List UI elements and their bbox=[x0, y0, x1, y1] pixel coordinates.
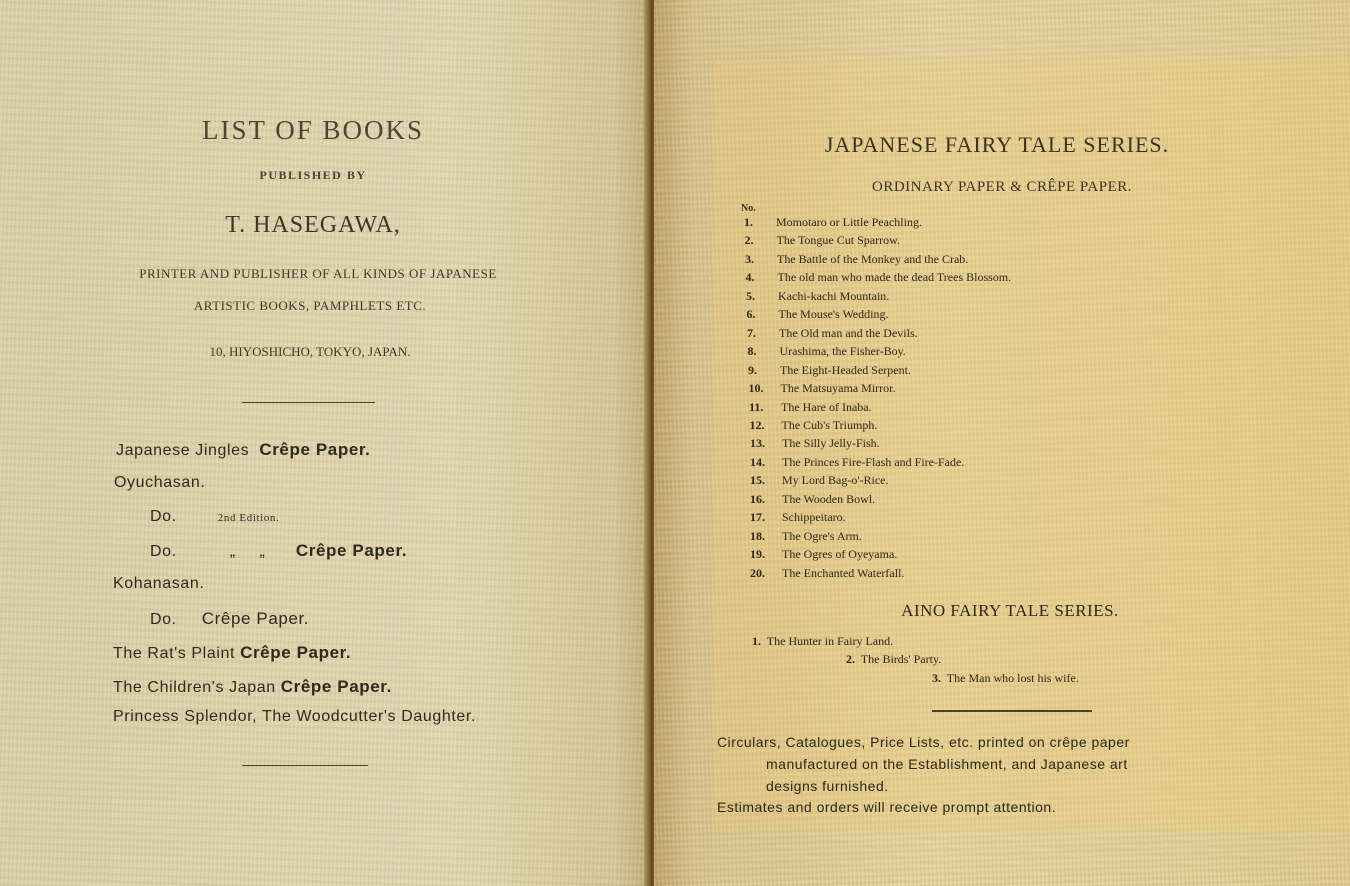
list-number: 15. bbox=[750, 473, 765, 488]
fairy-tale-list-item bbox=[750, 566, 904, 581]
list-number: 11. bbox=[749, 399, 764, 414]
list-title: The Silly Jelly-Fish. bbox=[782, 436, 880, 451]
fairy-tale-list-item bbox=[750, 455, 964, 470]
list-number: 9. bbox=[748, 362, 757, 377]
footer-line: manufactured on the Establishment, and Japanese art bbox=[766, 756, 1128, 772]
aino-list-item: 2. The Birds' Party. bbox=[846, 652, 942, 666]
list-title: The Cub's Triumph. bbox=[781, 417, 878, 432]
fairy-tale-list-item bbox=[750, 473, 888, 488]
publisher-address: 10, HIYOSHICHO, TOKYO, JAPAN. bbox=[209, 344, 411, 359]
fairy-tale-list-item bbox=[747, 307, 889, 322]
list-title: The Matsuyama Mirror. bbox=[780, 381, 896, 396]
footer-line: designs furnished. bbox=[766, 778, 889, 794]
fairy-tale-list-item bbox=[750, 529, 862, 544]
right-page bbox=[654, 0, 1350, 886]
fairy-tale-list-item bbox=[750, 436, 880, 451]
list-number: 8. bbox=[747, 344, 757, 359]
list-title: The Princes Fire-Flash and Fire-Fade. bbox=[782, 454, 965, 469]
book-entry: Do. 2nd Edition. bbox=[150, 508, 280, 525]
divider-rule bbox=[932, 710, 1092, 712]
fairy-tale-list-item bbox=[746, 270, 1012, 285]
aino-list-item: 3. The Man who lost his wife. bbox=[932, 671, 1079, 685]
left-page bbox=[0, 0, 648, 886]
list-number: 12. bbox=[749, 417, 765, 432]
footer-line: Circulars, Catalogues, Price Lists, etc. printed on crêpe paper bbox=[717, 734, 1130, 750]
list-number: 19. bbox=[750, 547, 765, 562]
list-number: 20. bbox=[750, 565, 765, 580]
book-entry: Princess Splendor, The Woodcutter's Daughter. bbox=[113, 708, 476, 725]
fairy-tale-list-item bbox=[745, 252, 968, 267]
list-number: 2. bbox=[744, 233, 754, 248]
fairy-tale-list-item bbox=[745, 233, 900, 248]
list-title: The old man who made the dead Trees Blossom. bbox=[777, 270, 1012, 285]
aino-list-item: 1. The Hunter in Fairy Land. bbox=[752, 634, 894, 648]
footer-line: Estimates and orders will receive prompt attention. bbox=[717, 799, 1057, 815]
fairy-tale-list-item bbox=[749, 400, 872, 415]
list-number: 4. bbox=[745, 270, 755, 285]
list-of-books-title: LIST OF BOOKS bbox=[201, 115, 425, 145]
list-number: 7. bbox=[747, 325, 756, 340]
list-number: 18. bbox=[750, 528, 765, 543]
fairy-tale-list-item bbox=[750, 492, 875, 507]
list-title: The Battle of the Monkey and the Crab. bbox=[777, 251, 969, 266]
fairy-tale-list-item bbox=[750, 510, 846, 525]
list-number: 13. bbox=[750, 436, 765, 451]
book-entry: Do. Crêpe Paper. bbox=[150, 609, 310, 628]
aino-series-title: AINO FAIRY TALE SERIES. bbox=[901, 601, 1119, 620]
fairy-tale-list-item bbox=[748, 363, 911, 378]
list-title: Schippeitaro. bbox=[782, 510, 846, 525]
list-number: 10. bbox=[748, 381, 764, 396]
fairy-tale-list-item bbox=[750, 418, 878, 433]
book-entry: The Rat's Plaint Crêpe Paper. bbox=[113, 643, 352, 662]
list-title: Kachi-kachi Mountain. bbox=[778, 288, 890, 303]
book-entry: Kohanasan. bbox=[113, 575, 205, 592]
list-number: 5. bbox=[746, 288, 755, 303]
fairy-tale-list-item bbox=[750, 547, 897, 562]
list-number: 3. bbox=[745, 251, 754, 266]
divider-rule bbox=[242, 402, 375, 403]
list-title: The Enchanted Waterfall. bbox=[782, 565, 905, 580]
published-by-label: PUBLISHED BY bbox=[259, 168, 367, 182]
fairy-tale-list-item bbox=[746, 289, 889, 304]
fairy-tale-list-item bbox=[748, 344, 906, 359]
book-entry: The Children's Japan Crêpe Paper. bbox=[113, 677, 392, 696]
list-title: The Ogre's Arm. bbox=[782, 528, 862, 543]
list-title: My Lord Bag-o'-Rice. bbox=[782, 473, 889, 488]
list-title: Momotaro or Little Peachling. bbox=[776, 215, 922, 229]
list-title: The Ogres of Oyeyama. bbox=[782, 547, 898, 562]
list-title: The Wooden Bowl. bbox=[782, 491, 876, 506]
fairy-tale-series-title: JAPANESE FAIRY TALE SERIES. bbox=[824, 132, 1170, 157]
list-title: The Eight-Headed Serpent. bbox=[780, 362, 911, 377]
fairy-tale-list-item bbox=[744, 215, 922, 230]
divider-rule bbox=[242, 765, 368, 766]
book-entry: Japanese Jingles Crêpe Paper. bbox=[116, 440, 371, 459]
list-number: 14. bbox=[750, 454, 765, 469]
list-title: Urashima, the Fisher-Boy. bbox=[779, 344, 906, 359]
fairy-tale-series-subtitle: ORDINARY PAPER & CRÊPE PAPER. bbox=[872, 179, 1132, 195]
number-column-label: No. bbox=[741, 203, 756, 214]
book-entry: Oyuchasan. bbox=[114, 474, 206, 491]
fairy-tale-list-item bbox=[747, 326, 918, 341]
publisher-description-line1: PRINTER AND PUBLISHER OF ALL KINDS OF JAPANESE bbox=[139, 266, 497, 281]
list-title: The Tongue Cut Sparrow. bbox=[776, 233, 900, 248]
list-number: 6. bbox=[746, 307, 756, 322]
list-title: The Mouse's Wedding. bbox=[778, 307, 889, 322]
publisher-name: T. HASEGAWA, bbox=[225, 212, 401, 238]
list-number: 16. bbox=[750, 491, 765, 506]
fairy-tale-list-item bbox=[749, 381, 896, 396]
book-entry: Do. „ „ Crêpe Paper. bbox=[150, 541, 408, 560]
list-number: 1. bbox=[744, 215, 753, 229]
list-title: The Old man and the Devils. bbox=[779, 325, 918, 340]
list-number: 17. bbox=[750, 510, 765, 525]
list-title: The Hare of Inaba. bbox=[781, 399, 872, 414]
publisher-description-line2: ARTISTIC BOOKS, PAMPHLETS ETC. bbox=[193, 298, 427, 313]
